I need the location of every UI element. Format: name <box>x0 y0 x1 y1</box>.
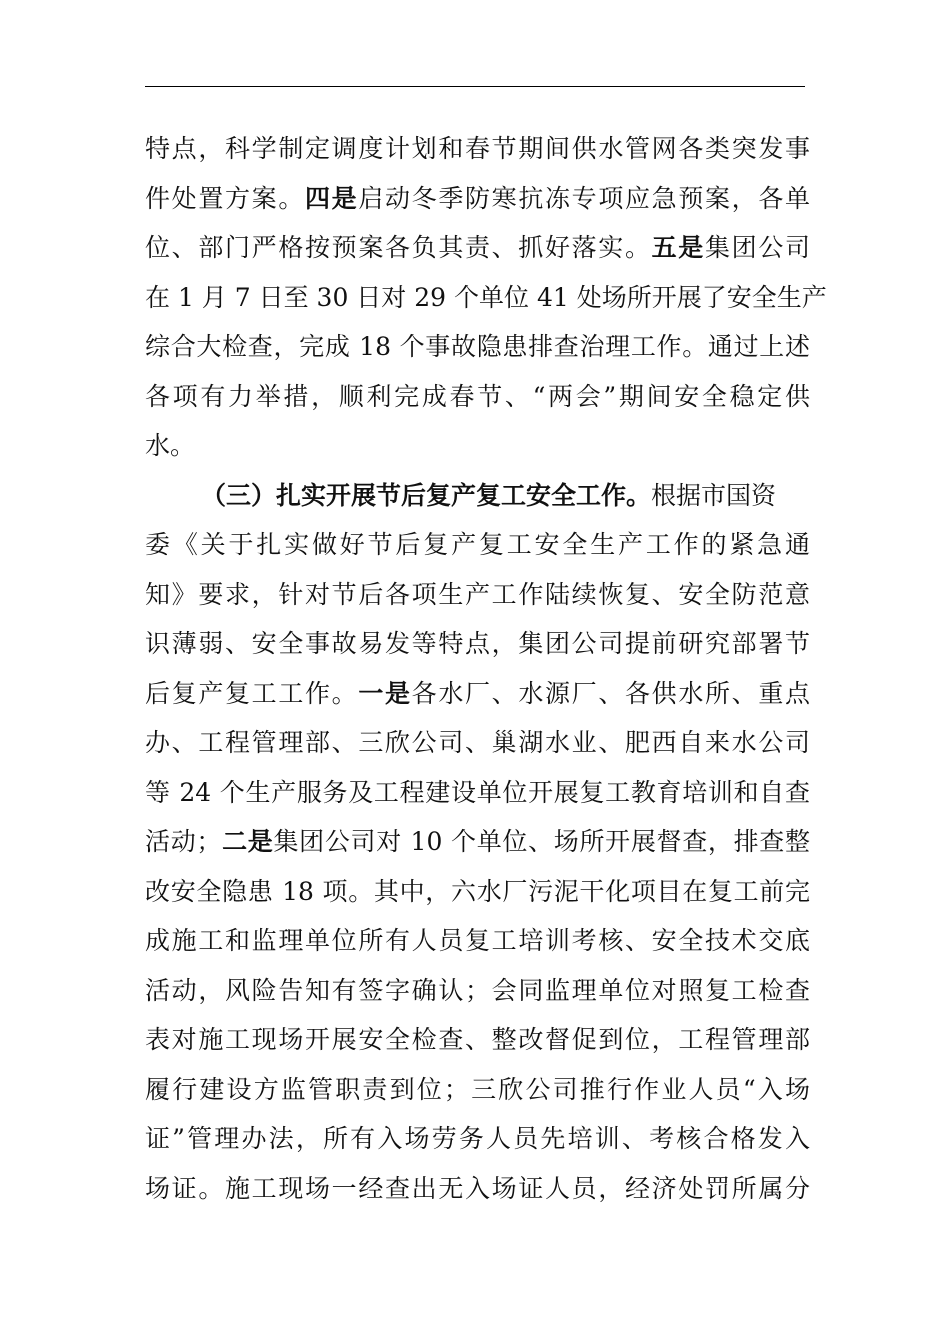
text-line: 知》要求，针对节后各项生产工作陆续恢复、安全防范意 <box>145 579 810 609</box>
text-line: 证”管理办法，所有入场劳务人员先培训、考核合格发入 <box>145 1124 810 1153</box>
text-line: 改安全隐患 18 项。其中，六水厂污泥干化项目在复工前完 <box>145 876 810 906</box>
header-rule <box>145 86 805 87</box>
section-heading: （三）扎实开展节后复产复工安全工作。 <box>201 480 652 510</box>
text-line: 活动，风险告知有签字确认；会同监理单位对照复工检查 <box>145 975 810 1005</box>
text-line: 各项有力举措，顺利完成春节、“两会”期间安全稳定供 <box>145 381 810 411</box>
text-line: 成施工和监理单位所有人员复工培训考核、安全技术交底 <box>145 926 810 955</box>
text-line: 办、工程管理部、三欣公司、巢湖水业、肥西自来水公司 <box>145 728 810 757</box>
text-line: 综合大检查，完成 18 个事故隐患排查治理工作。通过上述 <box>145 332 810 361</box>
text-line: 表对施工现场开展安全检查、整改督促到位，工程管理部 <box>145 1025 810 1054</box>
text-line: 特点，科学制定调度计划和春节期间供水管网各类突发事 <box>145 134 810 163</box>
text-line: 后复产复工工作。一是各水厂、水源厂、各供水所、重点 <box>145 678 810 708</box>
text-line: 委《关于扎实做好节后复产复工安全生产工作的紧急通 <box>145 530 810 559</box>
bold-marker: 二是 <box>221 827 274 856</box>
text-line: 件处置方案。四是启动冬季防寒抗冻专项应急预案，各单 <box>145 183 810 213</box>
text-line: 识薄弱、安全事故易发等特点，集团公司提前研究部署节 <box>145 629 810 658</box>
text-line: 等 24 个生产服务及工程建设单位开展复工教育培训和自查 <box>145 777 810 807</box>
bold-marker: 四是 <box>305 183 359 213</box>
text-line: 位、部门严格按预案各负其责、抓好落实。五是集团公司 <box>145 233 810 262</box>
bold-marker: 一是 <box>358 678 412 708</box>
text-line: 履行建设方监管职责到位；三欣公司推行作业人员“入场 <box>145 1074 810 1104</box>
text-line: 场证。施工现场一经查出无入场证人员，经济处罚所属分 <box>145 1173 810 1203</box>
text-line: 水。 <box>145 431 196 460</box>
text-line: 在 1 月 7 日至 30 日对 29 个单位 41 处场所开展了安全生产 <box>145 282 827 312</box>
document-body <box>145 124 827 1213</box>
section-heading-line: （三）扎实开展节后复产复工安全工作。根据市国资 <box>201 480 777 510</box>
bold-marker: 五是 <box>651 233 705 262</box>
text-line: 活动；二是集团公司对 10 个单位、场所开展督查，排查整 <box>145 827 810 856</box>
